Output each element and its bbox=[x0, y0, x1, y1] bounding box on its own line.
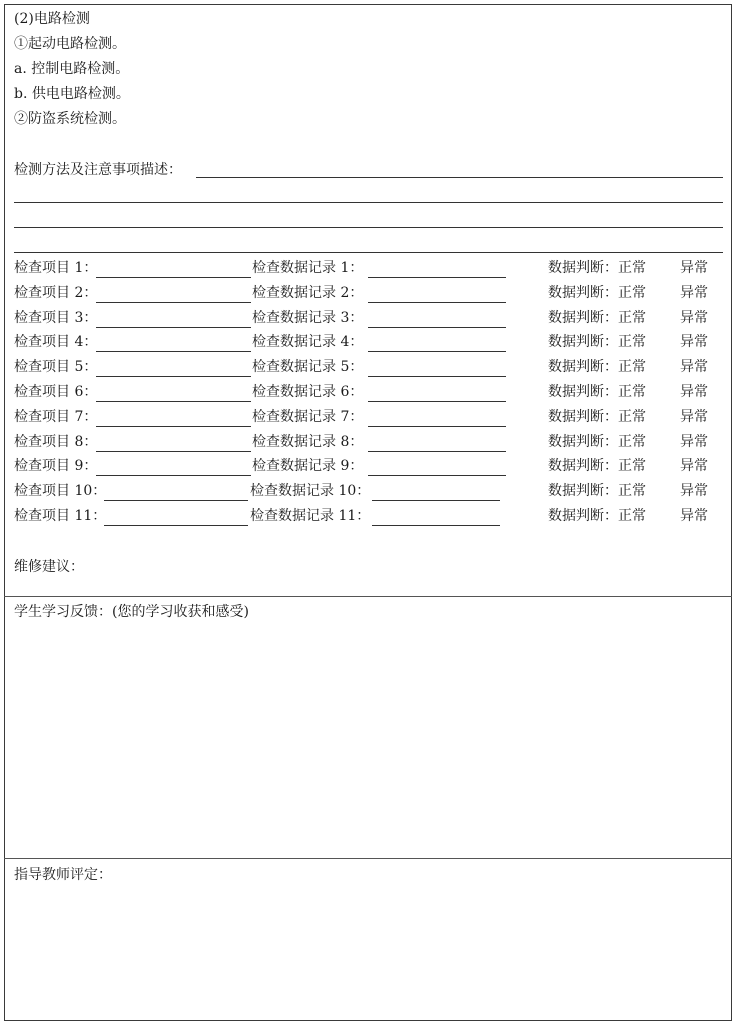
start-circuit-item: ①起动电路检测。 bbox=[14, 36, 126, 52]
check-item-label: 检查项目 5： bbox=[14, 359, 98, 376]
check-record-label: 检查数据记录 7： bbox=[252, 408, 364, 425]
teacher-label: 指导教师评定： bbox=[14, 867, 112, 883]
check-record-label: 检查数据记录 8： bbox=[252, 433, 364, 450]
check-row bbox=[14, 482, 714, 502]
check-row bbox=[14, 507, 714, 527]
check-item-label: 检查项目 11： bbox=[14, 508, 107, 524]
feedback-label: 学生学习反馈：(您的学习收获和感受) bbox=[14, 604, 249, 620]
control-circuit-item: a. 控制电路检测。 bbox=[14, 61, 130, 77]
check-row bbox=[14, 408, 714, 428]
check-item-blank[interactable] bbox=[96, 327, 251, 328]
check-record-blank[interactable] bbox=[368, 327, 506, 328]
method-line-2[interactable] bbox=[14, 202, 723, 203]
check-row bbox=[14, 383, 714, 403]
check-item-blank[interactable] bbox=[96, 451, 251, 452]
method-label: 检测方法及注意事项描述： bbox=[14, 162, 182, 178]
data-judge-normal[interactable]: 数据判断：正常 bbox=[548, 309, 646, 326]
check-record-label: 检查数据记录 4： bbox=[252, 334, 364, 351]
data-judge-normal[interactable]: 数据判断：正常 bbox=[548, 508, 646, 524]
check-row bbox=[14, 358, 714, 378]
circuit-heading: (2)电路检测 bbox=[14, 11, 90, 27]
data-judge-normal[interactable]: 数据判断：正常 bbox=[548, 334, 646, 351]
data-judge-normal[interactable]: 数据判断：正常 bbox=[548, 458, 646, 475]
check-record-blank[interactable] bbox=[368, 475, 506, 476]
check-record-label: 检查数据记录 11： bbox=[250, 508, 371, 524]
check-item-label: 检查项目 8： bbox=[14, 433, 98, 450]
check-record-label: 检查数据记录 9： bbox=[252, 458, 364, 475]
check-row bbox=[14, 433, 714, 453]
check-item-blank[interactable] bbox=[96, 426, 251, 427]
method-line-3[interactable] bbox=[14, 227, 723, 228]
data-judge-abnormal[interactable]: 异常 bbox=[680, 284, 708, 301]
check-record-blank[interactable] bbox=[368, 351, 506, 352]
check-record-label: 检查数据记录 1： bbox=[252, 260, 364, 276]
check-row bbox=[14, 309, 714, 329]
data-judge-abnormal[interactable]: 异常 bbox=[680, 309, 708, 326]
check-record-blank[interactable] bbox=[368, 401, 506, 402]
check-item-blank[interactable] bbox=[104, 500, 248, 501]
check-item-blank[interactable] bbox=[96, 302, 251, 303]
data-judge-normal[interactable]: 数据判断：正常 bbox=[548, 384, 646, 400]
check-item-label: 检查项目 4： bbox=[14, 334, 98, 351]
check-item-blank[interactable] bbox=[96, 475, 251, 476]
check-record-blank[interactable] bbox=[368, 277, 506, 278]
data-judge-abnormal[interactable]: 异常 bbox=[680, 508, 708, 524]
check-item-label: 检查项目 9： bbox=[14, 458, 98, 475]
data-judge-normal[interactable]: 数据判断：正常 bbox=[548, 359, 646, 376]
check-record-label: 检查数据记录 6： bbox=[252, 384, 364, 400]
data-judge-abnormal[interactable]: 异常 bbox=[680, 408, 708, 425]
data-judge-abnormal[interactable]: 异常 bbox=[680, 260, 708, 276]
data-judge-abnormal[interactable]: 异常 bbox=[680, 359, 708, 376]
check-record-label: 检查数据记录 2： bbox=[252, 284, 364, 301]
repair-label: 维修建议： bbox=[14, 559, 84, 575]
method-line-4[interactable] bbox=[14, 252, 723, 253]
section-divider bbox=[4, 858, 732, 859]
data-judge-abnormal[interactable]: 异常 bbox=[680, 384, 708, 400]
data-judge-normal[interactable]: 数据判断：正常 bbox=[548, 284, 646, 301]
data-judge-normal[interactable]: 数据判断：正常 bbox=[548, 483, 646, 500]
check-record-blank[interactable] bbox=[372, 525, 500, 526]
data-judge-abnormal[interactable]: 异常 bbox=[680, 334, 708, 351]
check-item-blank[interactable] bbox=[96, 351, 251, 352]
data-judge-normal[interactable]: 数据判断：正常 bbox=[548, 260, 646, 276]
data-judge-abnormal[interactable]: 异常 bbox=[680, 458, 708, 475]
method-line-1[interactable] bbox=[196, 177, 723, 178]
check-row bbox=[14, 457, 714, 477]
check-row bbox=[14, 284, 714, 304]
check-item-blank[interactable] bbox=[104, 525, 248, 526]
check-record-blank[interactable] bbox=[368, 451, 506, 452]
power-circuit-item: b. 供电电路检测。 bbox=[14, 86, 130, 102]
data-judge-abnormal[interactable]: 异常 bbox=[680, 483, 708, 500]
check-record-label: 检查数据记录 10： bbox=[250, 483, 371, 500]
check-record-blank[interactable] bbox=[368, 302, 506, 303]
check-item-label: 检查项目 7： bbox=[14, 408, 98, 425]
check-record-label: 检查数据记录 5： bbox=[252, 359, 364, 376]
check-item-blank[interactable] bbox=[96, 401, 251, 402]
check-record-blank[interactable] bbox=[372, 500, 500, 501]
check-item-label: 检查项目 3： bbox=[14, 309, 98, 326]
antitheft-item: ②防盗系统检测。 bbox=[14, 111, 126, 127]
data-judge-abnormal[interactable]: 异常 bbox=[680, 433, 708, 450]
data-judge-normal[interactable]: 数据判断：正常 bbox=[548, 433, 646, 450]
check-item-label: 检查项目 2： bbox=[14, 284, 98, 301]
check-item-label: 检查项目 10： bbox=[14, 483, 107, 500]
section-divider bbox=[4, 596, 732, 597]
check-record-blank[interactable] bbox=[368, 376, 506, 377]
check-row bbox=[14, 259, 714, 279]
check-item-label: 检查项目 1： bbox=[14, 260, 98, 276]
check-row bbox=[14, 333, 714, 353]
data-judge-normal[interactable]: 数据判断：正常 bbox=[548, 408, 646, 425]
check-item-label: 检查项目 6： bbox=[14, 384, 98, 400]
check-item-blank[interactable] bbox=[96, 277, 251, 278]
check-record-label: 检查数据记录 3： bbox=[252, 309, 364, 326]
check-item-blank[interactable] bbox=[96, 376, 251, 377]
check-record-blank[interactable] bbox=[368, 426, 506, 427]
